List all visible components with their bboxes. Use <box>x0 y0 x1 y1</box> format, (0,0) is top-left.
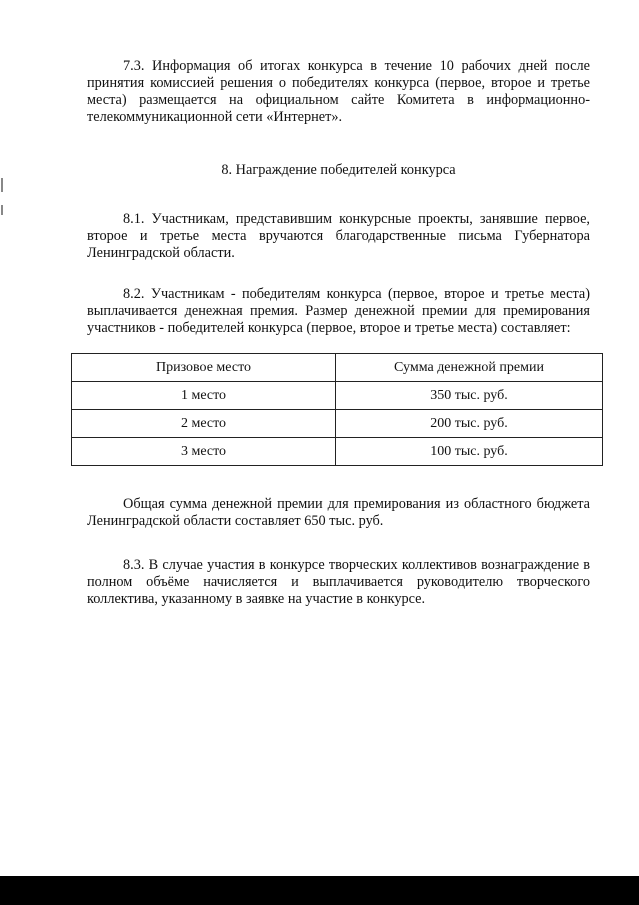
table-row <box>72 382 603 410</box>
spacer <box>87 179 590 211</box>
spacer <box>87 126 590 162</box>
spacer <box>87 337 590 353</box>
section-8-title: 8. Награждение победителей конкурса <box>221 162 456 178</box>
document-page <box>87 58 590 608</box>
spacer <box>87 466 590 496</box>
paragraph-total: Общая сумма денежной премии для премирования из областного бюджета Ленинградской области составляет 650 тыс. руб. <box>87 496 590 529</box>
scan-bottom-border <box>0 876 639 905</box>
table-cell-place: 3 место <box>72 438 336 466</box>
table-cell-place: 2 место <box>72 410 336 438</box>
spacer <box>87 262 590 286</box>
table-cell-amount: 350 тыс. руб. <box>336 382 603 410</box>
paragraph-7-3: 7.3. Информация об итогах конкурса в течение 10 рабочих дней после принятия комиссией решения о победителях конкурса (первое, второе и третье места) размещается на официальном сайте Комитета в информационно-телекоммуникационной сети «Интернет». <box>87 58 590 125</box>
scan-edge-mark <box>1 178 3 192</box>
paragraph-8-2: 8.2. Участникам - победителям конкурса (первое, второе и третье места) выплачивается денежная премия. Размер денежной премии для премирования участников - победителей конкурса (первое, второе и третье места) составляет: <box>87 286 590 336</box>
table-header-place: Призовое место <box>72 354 336 382</box>
table-header-row <box>72 354 603 382</box>
table-cell-amount: 100 тыс. руб. <box>336 438 603 466</box>
spacer <box>87 530 590 557</box>
table-cell-place: 1 место <box>72 382 336 410</box>
table-row <box>72 438 603 466</box>
table-row <box>72 410 603 438</box>
table-cell-amount: 200 тыс. руб. <box>336 410 603 438</box>
prize-table <box>71 353 603 466</box>
table-header-amount: Сумма денежной премии <box>336 354 603 382</box>
paragraph-8-1: 8.1. Участникам, представившим конкурсные проекты, занявшие первое, второе и третье места вручаются благодарственные письма Губернатора Ленинградской области. <box>87 211 590 261</box>
scan-edge-mark <box>1 205 3 215</box>
paragraph-8-3: 8.3. В случае участия в конкурсе творческих коллективов вознаграждение в полном объёме начисляется и выплачивается руководителю творческого коллектива, указанному в заявке на участие в конкурсе. <box>87 557 590 607</box>
